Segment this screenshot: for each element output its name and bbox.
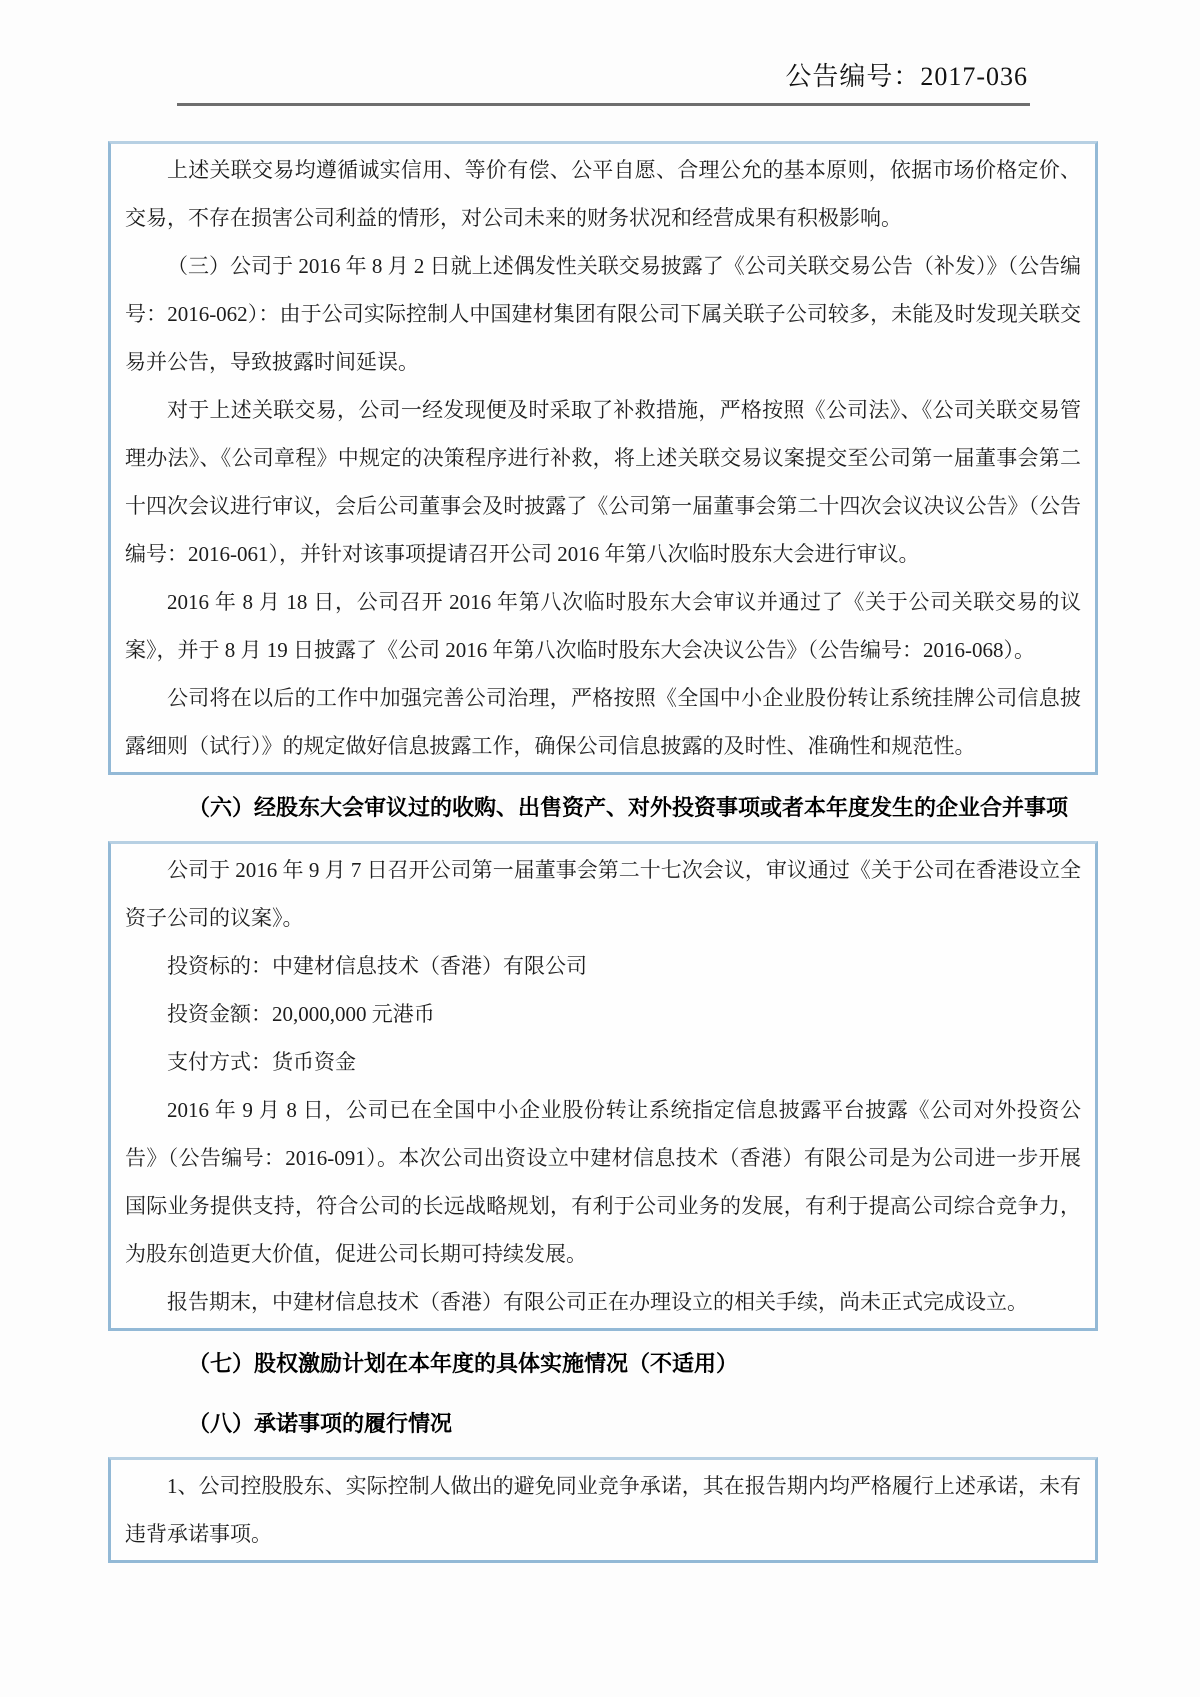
header-divider — [177, 103, 1030, 106]
paragraph: 投资标的：中建材信息技术（香港）有限公司 — [167, 954, 587, 978]
paragraph: 2016 年 8 月 18 日，公司召开 2016 年第八次临时股东大会审议并通过了《关于公司关联交易的议案》，并于 8 月 19 日披露了《公司 2016 年第八次临时股东大会决议公告》（公告编号：2016-068）。 — [125, 590, 1081, 662]
paragraph: 报告期末，中建材信息技术（香港）有限公司正在办理设立的相关手续，尚未正式完成设立。 — [167, 1290, 1028, 1314]
paragraph: （三）公司于 2016 年 8 月 2 日就上述偶发性关联交易披露了《公司关联交易公告（补发）》（公告编号：2016-062）：由于公司实际控制人中国建材集团有限公司下属关联子公司较多，未能及时发现关联交易并公告，导致披露时间延误。 — [125, 254, 1081, 374]
paragraph: 公司将在以后的工作中加强完善公司治理，严格按照《全国中小企业股份转让系统挂牌公司信息披露细则（试行）》的规定做好信息披露工作，确保公司信息披露的及时性、准确性和规范性。 — [125, 686, 1081, 758]
announcement-number: 公告编号：2017-036 — [785, 62, 1028, 91]
section-heading-8: （八）承诺事项的履行情况 — [188, 1411, 453, 1436]
paragraph: 上述关联交易均遵循诚实信用、等价有偿、公平自愿、合理公允的基本原则，依据市场价格定价、交易，不存在损害公司利益的情形，对公司未来的财务状况和经营成果有积极影响。 — [125, 158, 1081, 230]
paragraph: 2016 年 9 月 8 日，公司已在全国中小企业股份转让系统指定信息披露平台披露《公司对外投资公告》（公告编号：2016-091）。本次公司出资设立中建材信息技术（香港）有限公司是为公司进一步开展国际业务提供支持，符合公司的长远战略规划，有利于公司业务的发展，有利于提高公司综合竞争力，为股东创造更大价值，促进公司长期可持续发展。 — [125, 1098, 1081, 1266]
section-heading-6: （六）经股东大会审议过的收购、出售资产、对外投资事项或者本年度发生的企业合并事项 — [188, 795, 1069, 820]
paragraph: 公司于 2016 年 9 月 7 日召开公司第一届董事会第二十七次会议，审议通过《关于公司在香港设立全资子公司的议案》。 — [125, 858, 1081, 930]
paragraph: 支付方式：货币资金 — [167, 1050, 356, 1074]
paragraph: 对于上述关联交易，公司一经发现便及时采取了补救措施，严格按照《公司法》、《公司关联交易管理办法》、《公司章程》中规定的决策程序进行补救，将上述关联交易议案提交至公司第一届董事会第二十四次会议进行审议，会后公司董事会及时披露了《公司第一届董事会第二十四次会议决议公告》（公告编号：2016-061），并针对该事项提请召开公司 2016 年第八次临时股东大会进行审议。 — [125, 398, 1081, 566]
section-heading-7: （七）股权激励计划在本年度的具体实施情况（不适用） — [188, 1351, 739, 1376]
paragraph: 1、公司控股股东、实际控制人做出的避免同业竞争承诺，其在报告期内均严格履行上述承诺，未有违背承诺事项。 — [125, 1474, 1081, 1546]
paragraph: 投资金额：20,000,000 元港币 — [167, 1002, 435, 1026]
document-content — [108, 141, 1098, 1563]
text-box-related-transactions — [108, 141, 1098, 775]
text-box-commitments — [108, 1457, 1098, 1563]
text-box-investment — [108, 841, 1098, 1331]
